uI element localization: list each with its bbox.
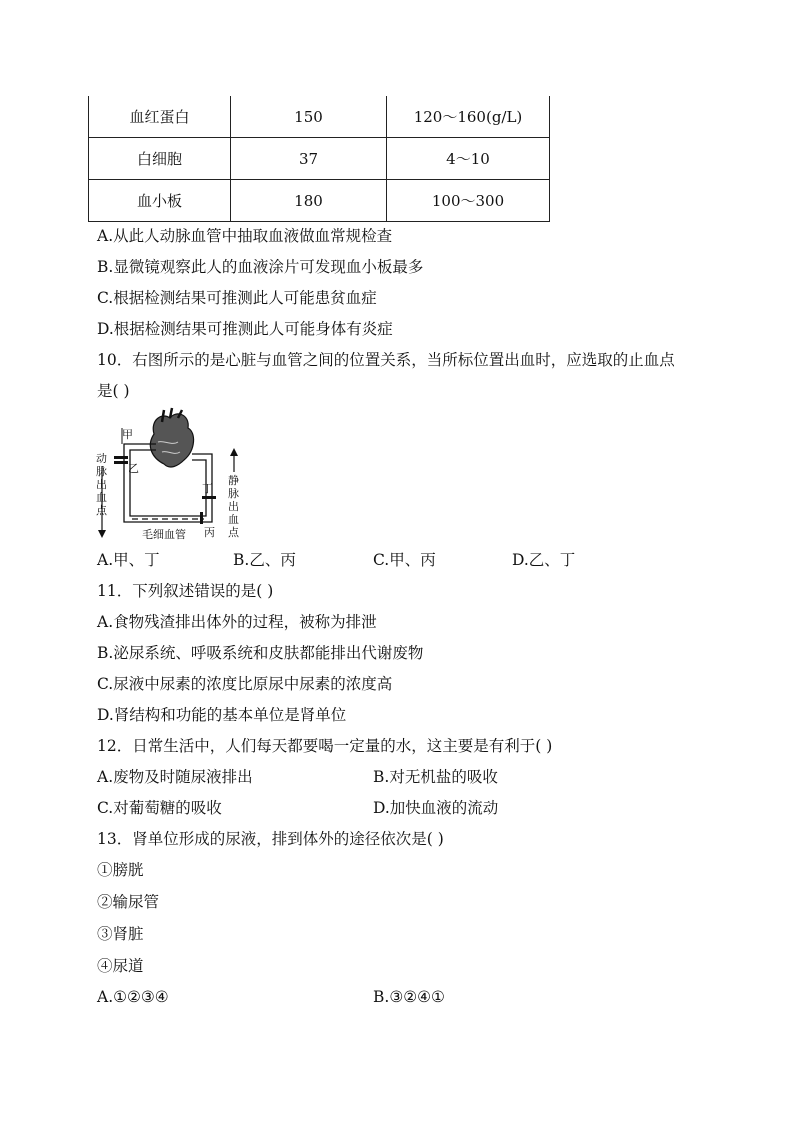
table-cell: 血小板 <box>89 180 231 222</box>
table-row <box>89 180 550 222</box>
vein-label-char: 脉 <box>228 487 239 500</box>
q13-item: ①膀胱 <box>97 861 144 879</box>
artery-label-char: 点 <box>96 504 107 517</box>
q12-option-c: C.对葡萄糖的吸收 <box>97 799 222 817</box>
q12-option-a: A.废物及时随尿液排出 <box>97 768 253 786</box>
artery-label-char: 出 <box>96 478 107 491</box>
vein-label-char: 出 <box>228 500 239 513</box>
yi-marker <box>114 456 128 459</box>
heart-vessel-diagram <box>92 406 252 546</box>
ding-marker <box>202 496 216 499</box>
q9-option-b: B.显微镜观察此人的血液涂片可发现血小板最多 <box>97 258 424 276</box>
q9-option-c: C.根据检测结果可推测此人可能患贫血症 <box>97 289 377 307</box>
blood-test-table <box>88 96 550 222</box>
artery-label-char: 脉 <box>96 465 107 478</box>
table-cell: 150 <box>231 96 387 138</box>
q10-option-b: B.乙、丙 <box>233 551 296 569</box>
q12-stem: 12．日常生活中，人们每天都要喝一定量的水，这主要是有利于( ) <box>97 737 553 755</box>
label-bing: 丙 <box>204 526 215 539</box>
q9-option-d: D.根据检测结果可推测此人可能身体有炎症 <box>97 320 393 338</box>
label-jia: 甲 <box>122 428 133 441</box>
vein-label-char: 点 <box>228 526 239 539</box>
q12-option-d: D.加快血液的流动 <box>373 799 499 817</box>
label-yi: 乙 <box>128 462 139 475</box>
yi-marker-2 <box>114 461 128 464</box>
vein-label-char: 静 <box>228 474 239 487</box>
bing-marker <box>200 512 203 524</box>
q10-option-c: C.甲、丙 <box>373 551 436 569</box>
q11-stem: 11．下列叙述错误的是( ) <box>97 582 274 600</box>
label-capillary: 毛细血管 <box>142 528 186 541</box>
table-cell: 血红蛋白 <box>89 96 231 138</box>
label-ding: 丁 <box>202 482 213 495</box>
q12-option-b: B.对无机盐的吸收 <box>373 768 498 786</box>
q10-stem-line1: 10．右图所示的是心脏与血管之间的位置关系，当所标位置出血时，应选取的止血点 <box>97 351 675 369</box>
artery-arrowhead <box>98 530 106 538</box>
q11-option-b: B.泌尿系统、呼吸系统和皮肤都能排出代谢废物 <box>97 644 424 662</box>
table-row <box>89 96 550 138</box>
q10-option-d: D.乙、丁 <box>512 551 576 569</box>
q11-option-d: D.肾结构和功能的基本单位是肾单位 <box>97 706 347 724</box>
q11-option-c: C.尿液中尿素的浓度比原尿中尿素的浓度高 <box>97 675 393 693</box>
vein-label-char: 血 <box>228 513 239 526</box>
q10-stem-line2: 是( ) <box>97 382 130 400</box>
q13-option-a: A.①②③④ <box>97 988 169 1006</box>
q13-option-b: B.③②④① <box>373 988 445 1006</box>
vein-arrowhead <box>230 448 238 456</box>
q11-option-a: A.食物残渣排出体外的过程，被称为排泄 <box>97 613 377 631</box>
q13-stem: 13．肾单位形成的尿液，排到体外的途径依次是( ) <box>97 830 444 848</box>
heart-icon <box>150 408 193 467</box>
table-cell: 120～160(g/L) <box>387 96 550 138</box>
q10-option-a: A.甲、丁 <box>97 551 160 569</box>
artery-label-char: 动 <box>96 452 107 465</box>
q9-option-a: A.从此人动脉血管中抽取血液做血常规检查 <box>97 227 393 245</box>
table-cell: 180 <box>231 180 387 222</box>
artery-label-char: 血 <box>96 491 107 504</box>
q13-item: ④尿道 <box>97 957 144 975</box>
q13-item: ③肾脏 <box>97 925 144 943</box>
table-cell: 37 <box>231 138 387 180</box>
q13-item: ②输尿管 <box>97 893 160 911</box>
table-row <box>89 138 550 180</box>
table-cell: 4～10 <box>387 138 550 180</box>
table-cell: 100～300 <box>387 180 550 222</box>
table-cell: 白细胞 <box>89 138 231 180</box>
